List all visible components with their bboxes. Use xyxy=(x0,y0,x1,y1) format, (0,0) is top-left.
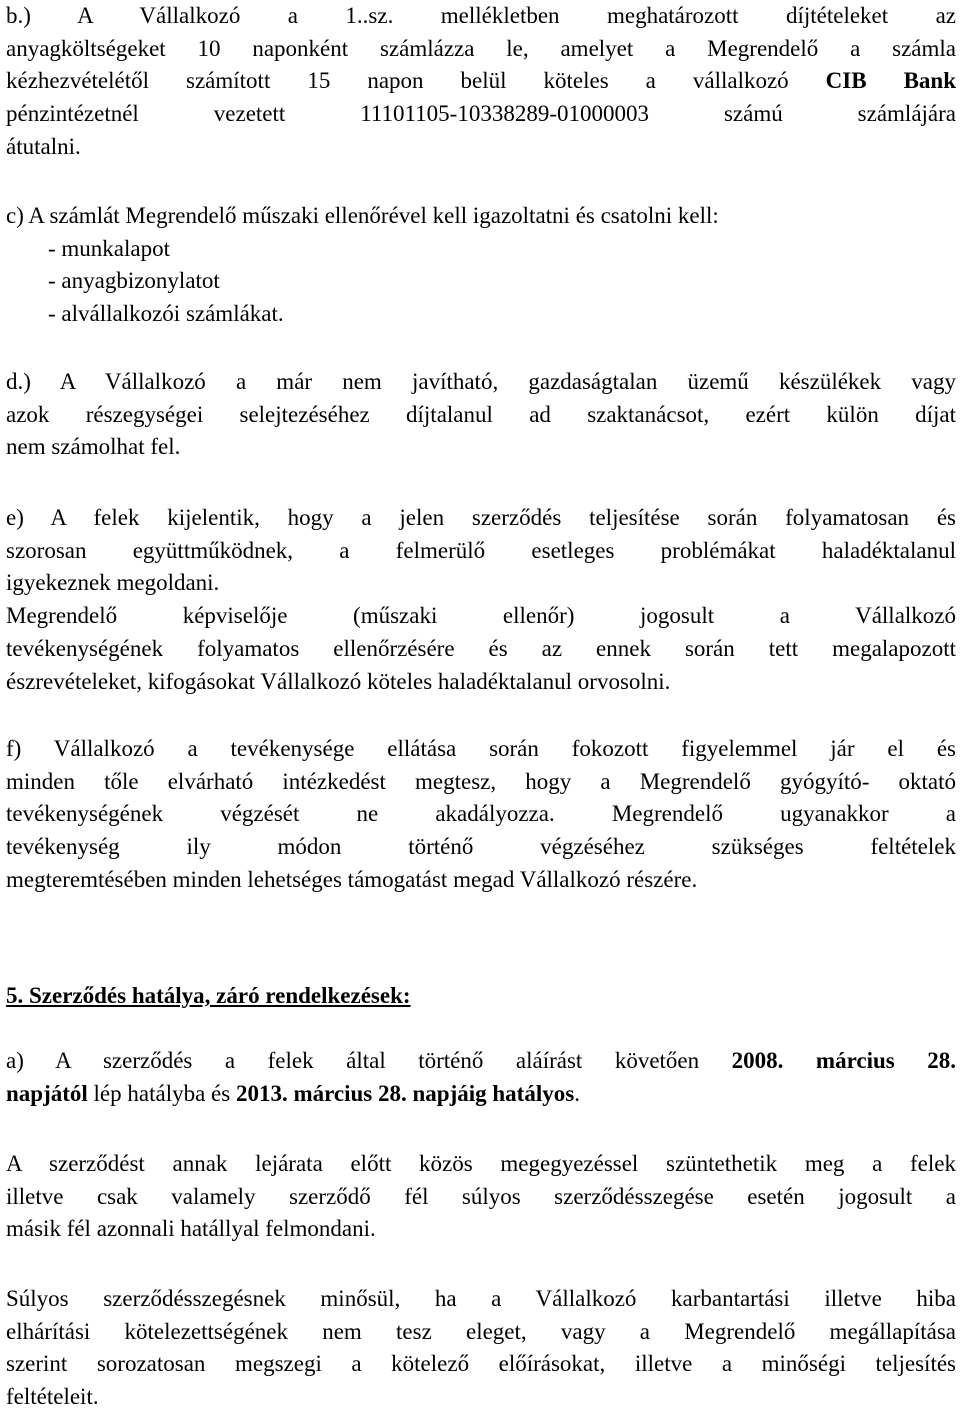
section-5-breach xyxy=(6,1283,956,1414)
paragraph-d-line: nem számolhat fel. xyxy=(6,434,181,460)
section-heading xyxy=(6,980,956,1013)
paragraph-d-line: d.) A Vállalkozó a már nem javítható, gazdaságtalan üzemű készülékek vagy xyxy=(6,369,956,394)
start-date: 2008. március 28. xyxy=(731,1048,956,1073)
paragraph-e-line: igyekeznek megoldani. xyxy=(6,570,220,596)
paragraph-e xyxy=(6,502,956,698)
paragraph-e-line: tevékenységének folyamatos ellenőrzésére és az ennek során tett megalapozott xyxy=(6,635,956,661)
paragraph-e-line: Megrendelő képviselője (műszaki ellenőr) jogosult a Vállalkozó xyxy=(6,603,956,629)
paragraph-b-line xyxy=(6,65,956,98)
paragraph-c-intro: c) A számlát Megrendelő műszaki ellenőrével kell igazoltatni és csatolni kell: xyxy=(6,203,719,228)
paragraph-c xyxy=(6,200,956,331)
paragraph-f-line: tevékenységének végzését ne akadályozza. Megrendelő ugyanakkor a xyxy=(6,801,956,827)
paragraph-b-line: anyagköltségeket 10 naponként számlázza le, amelyet a Megrendelő a számla xyxy=(6,35,956,61)
breach-line: szerint sorozatosan megszegi a kötelező előírásokat, illetve a minőségi teljesítés xyxy=(6,1351,956,1377)
paragraph-b-text: kézhezvételétől számított 15 napon belül köteles a vállalkozó xyxy=(6,68,826,94)
bank-name: CIB Bank xyxy=(825,68,956,94)
paragraph-f-line: minden tőle elvárható intézkedést megtesz, hogy a Megrendelő gyógyító- oktató xyxy=(6,768,956,794)
breach-line: elhárítási kötelezettségének nem tesz eleget, vagy a Megrendelő megállapítása xyxy=(6,1318,956,1344)
list-item: - anyagbizonylatot xyxy=(48,268,220,294)
paragraph-b-line: átutalni. xyxy=(6,133,81,159)
paragraph-f-line: tevékenység ily módon történő végzéséhez szükséges feltételek xyxy=(6,834,956,860)
list-item: - munkalapot xyxy=(48,235,170,261)
paragraph-a-text: . xyxy=(574,1080,580,1106)
breach-line: Súlyos szerződésszegésnek minősül, ha a Vállalkozó karbantartási illetve hiba xyxy=(6,1286,956,1311)
start-suffix: napjától xyxy=(6,1080,88,1106)
paragraph-e-line: e) A felek kijelentik, hogy a jelen szerződés teljesítése során folyamatosan és xyxy=(6,505,956,530)
list-item: - alvállalkozói számlákat. xyxy=(48,301,284,327)
paragraph-a-line xyxy=(6,1078,956,1111)
paragraph-e-line: szorosan együttműködnek, a felmerülő esetleges problémákat haladéktalanul xyxy=(6,537,956,563)
paragraph-f-line: f) Vállalkozó a tevékenysége ellátása során fokozott figyelemmel jár el és xyxy=(6,736,956,761)
termination-line: illetve csak valamely szerződő fél súlyos szerződésszegése esetén jogosult a xyxy=(6,1183,956,1209)
paragraph-f-line: megteremtésében minden lehetséges támogatást megad Vállalkozó részére. xyxy=(6,866,698,892)
paragraph-b-line: pénzintézetnél vezetett 11101105-10338289-01000003 számú számlájára xyxy=(6,101,956,127)
paragraph-a-text: a) A szerződés a felek által történő aláírást követően xyxy=(6,1048,732,1073)
paragraph-b-line: b.) A Vállalkozó a 1..sz. mellékletben meghatározott díjtételeket az xyxy=(6,3,956,28)
section-5-title: 5. Szerződés hatálya, záró rendelkezések: xyxy=(6,983,411,1008)
paragraph-a-text: lép hatályba és xyxy=(87,1080,236,1106)
paragraph-f xyxy=(6,733,956,897)
end-date: 2013. március 28. napjáig hatályos xyxy=(235,1080,575,1106)
termination-line: A szerződést annak lejárata előtt közös megegyezéssel szüntethetik meg a felek xyxy=(6,1151,956,1176)
paragraph-d-line: azok részegységei selejtezéséhez díjtalanul ad szaktanácsot, ezért külön díjat xyxy=(6,401,956,427)
paragraph-e-line: észrevételeket, kifogásokat Vállalkozó köteles haladéktalanul orvosolni. xyxy=(6,668,671,694)
paragraph-b xyxy=(6,0,956,164)
breach-line: feltételeit. xyxy=(6,1384,99,1410)
section-5-termination xyxy=(6,1148,956,1246)
paragraph-d xyxy=(6,366,956,464)
paragraph-a-line xyxy=(6,1045,956,1078)
section-5-paragraph-a xyxy=(6,1045,956,1110)
termination-line: másik fél azonnali hatállyal felmondani. xyxy=(6,1216,376,1242)
